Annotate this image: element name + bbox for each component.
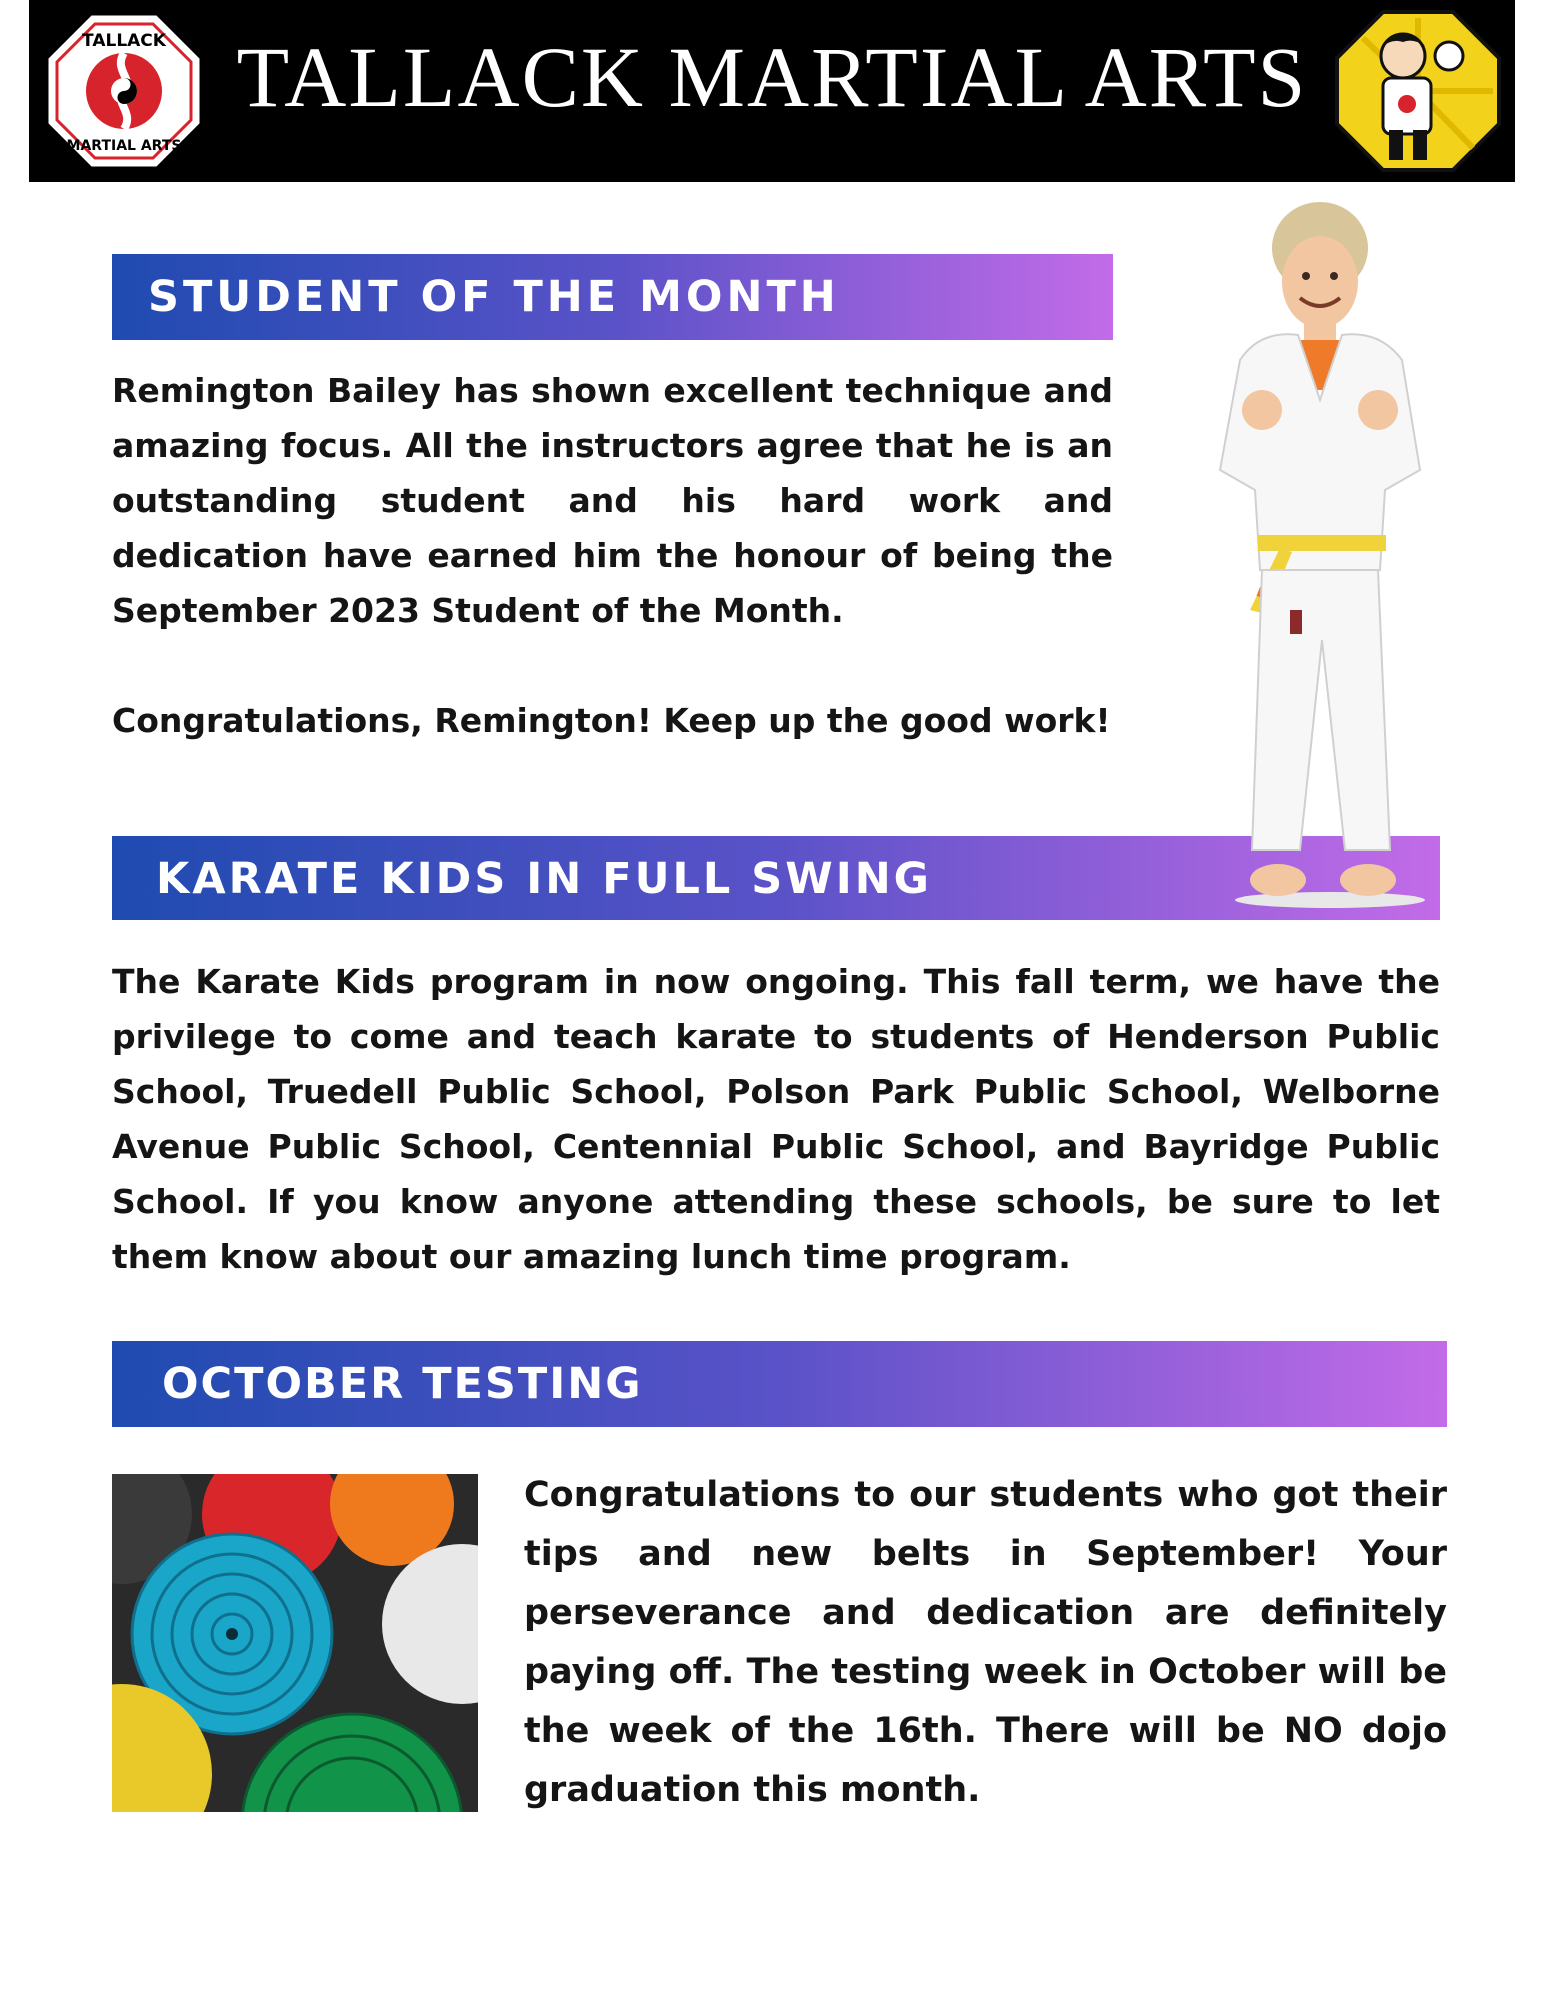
section-bar-october-testing: [112, 1341, 1447, 1427]
logo-bottom-text: MARTIAL ARTS: [66, 138, 182, 154]
student-of-month-text: [112, 363, 1113, 748]
karate-kids-text: The Karate Kids program in now ongoing. This fall term, we have the privilege to come and teach karate to students of Henderson Public School, Truedell Public School, Polson Park Public School, Welborne Avenue Public School, Centennial Public School, and Bayridge Public School. If you know anyone attending these schools, be sure to let them know about our amazing lunch time program.: [112, 962, 1440, 1276]
page-title: TALLACK MARTIAL ARTS: [236, 29, 1308, 125]
student-of-month-paragraph-1: Remington Bailey has shown excellent technique and amazing focus. All the instructors agree that he is an outstanding student and his hard work and dedication have earned him the honour of being the September 2023 Student of the Month.: [112, 371, 1113, 630]
section-title-student-of-month: STUDENT OF THE MONTH: [148, 272, 840, 322]
header-banner: [29, 0, 1515, 182]
mascot-badge-icon: [1333, 8, 1503, 174]
october-testing-text: Congratulations to our students who got their tips and new belts in September! Your perseverance and dedication are definitely paying off. The testing week in October will be the week of the 16th. There will be NO dojo graduation this month.: [524, 1475, 1447, 1810]
logo-top-text: TALLACK: [82, 31, 166, 51]
section-bar-student-of-month: [112, 254, 1113, 340]
belts-image: [112, 1474, 478, 1812]
student-of-month-paragraph-2: Congratulations, Remington! Keep up the good work!: [112, 701, 1111, 740]
section-title-october-testing: OCTOBER TESTING: [162, 1359, 643, 1409]
student-photo: [1180, 190, 1450, 910]
section-title-karate-kids: KARATE KIDS IN FULL SWING: [156, 854, 932, 904]
